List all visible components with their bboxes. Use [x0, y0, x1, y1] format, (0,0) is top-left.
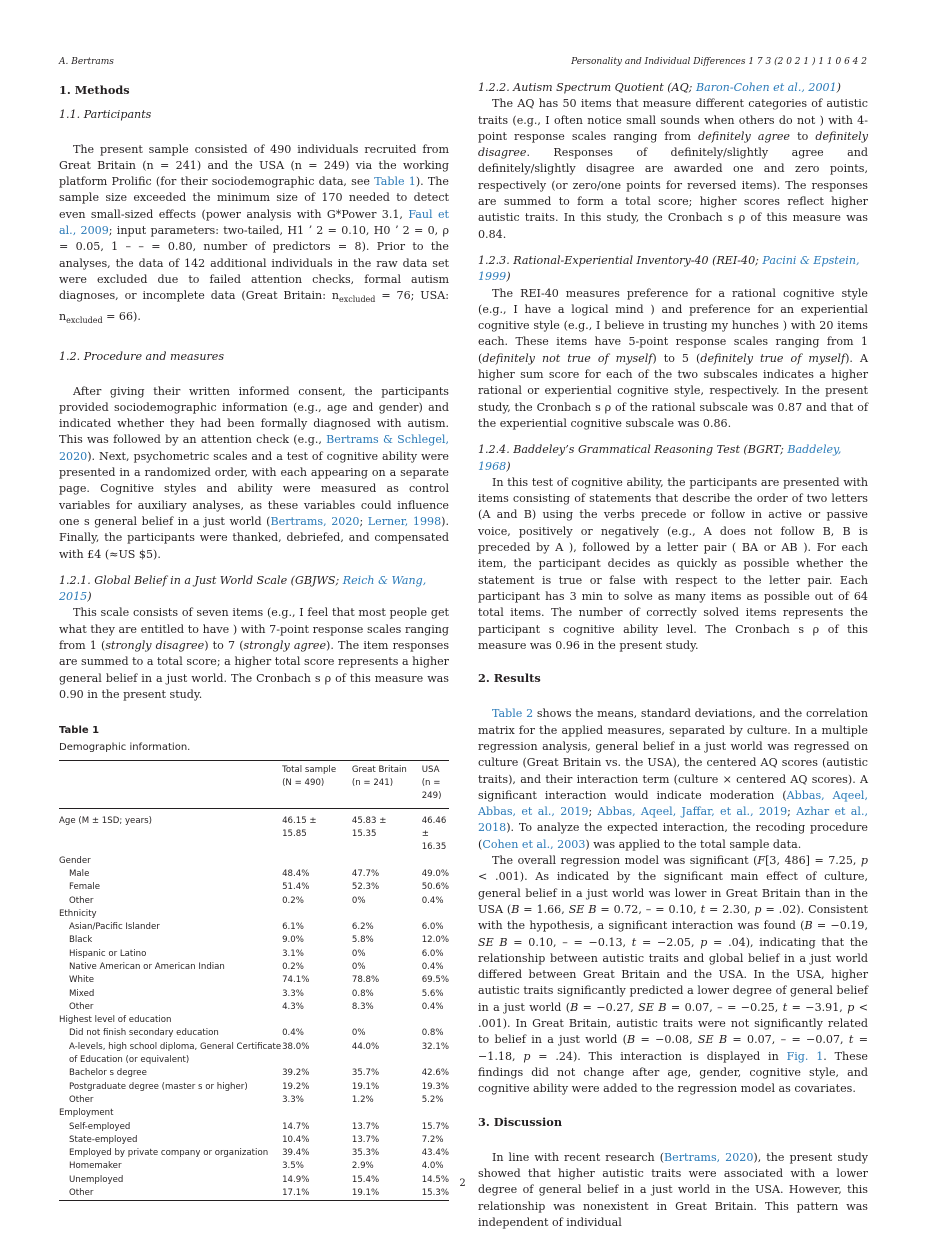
citation-link[interactable]: Pacini & Epstein, 1999: [478, 253, 860, 284]
table-row: [59, 908, 449, 921]
table-row-label: Other: [69, 1094, 94, 1105]
table-row: [59, 881, 449, 894]
table-row: [59, 1147, 449, 1160]
table-row-label: Female: [69, 882, 101, 893]
table-cell: 0%: [351, 895, 366, 906]
table-cell: 19.1%: [351, 1188, 380, 1199]
procedure-paragraph: After giving their written informed consent, the participants provided sociodemographic information (e.g., age and gender) and indicated whether they had been formally diagnosed with autism. This was followed by an attention check (e.g., Bertrams & Schlegel, 2020). Next, psychometric scales and a test of cognitive ability were presented in a randomized order, with each appearing on a separate page. Cognitive styles and ability were measured as control variables for auxiliary analyses, as these variables could influence one s general belief in a just world (Bertrams, 2020; Lerner, 1998). Finally, the participants were thanked, debriefed, and compensated with £4 (≈US $5).: [59, 384, 449, 561]
table-cell: 74.1%: [282, 975, 310, 986]
table-row-label: A-levels, high school diploma, General Certificate of Education (or equivalent): [69, 1041, 282, 1066]
table-cell: 6.1%: [282, 922, 304, 933]
table-header-cell: [59, 760, 282, 808]
running-header-journal: Personality and Individual Differences 1 7 3 (2 0 2 1 ) 1 1 0 6 4 2: [571, 57, 867, 67]
table-row-label: Native American or American Indian: [69, 961, 225, 972]
table-cell: 45.83 ± 15.35: [351, 815, 387, 840]
table-cell: 0%: [351, 961, 366, 972]
table-cell: 15.3%: [421, 1188, 449, 1199]
citation-link[interactable]: Bertrams & Schlegel, 2020: [59, 433, 449, 463]
table-cell: 69.5%: [421, 975, 449, 986]
table-cell: 19.3%: [421, 1081, 449, 1092]
table-row-label: Black: [69, 935, 93, 946]
table-row-label: Highest level of education: [59, 1015, 172, 1026]
table-cell: 51.4%: [282, 882, 310, 893]
citation-link[interactable]: Reich & Wang, 2015: [59, 573, 427, 604]
citation-link[interactable]: Table 1: [374, 175, 416, 189]
table-cell: 1.2%: [351, 1094, 374, 1105]
table-cell: [422, 1014, 449, 1027]
table-row: [59, 974, 449, 987]
table-cell: 0.2%: [282, 895, 304, 906]
table-cell: 3.5%: [282, 1161, 304, 1172]
table-row-label: Postgraduate degree (master s or higher): [69, 1081, 248, 1092]
page-number: 2: [459, 1178, 466, 1189]
table-row: [59, 1081, 449, 1094]
table-cell: 19.2%: [282, 1081, 310, 1092]
table-cell: [282, 1107, 352, 1120]
table-row: [59, 808, 449, 854]
table-cell: 49.0%: [421, 868, 449, 879]
table-cell: 3.1%: [282, 948, 304, 959]
table-cell: 0.4%: [421, 1001, 444, 1012]
participants-paragraph: The present sample consisted of 490 individuals recruited from Great Britain (n = 241) and the USA (n = 249) via the working platform Prolific (for their sociodemographic data, see Table 1). The sample size exceeded the minimum size of 170 needed to detect even small-sized effects (power analysis with G*Power 3.1, Faul et al., 2009; input parameters: two-tailed, H1 ʼ 2 = 0.10, H0 ʼ 2 = 0, ρ = 0.05, 1 – – = 0.80, number of predictors = 8). Prior to the analyses, the data of 142 additional individuals in the raw data set were excluded due to failed attention checks, formal autism diagnoses, or incomplete data (Great Britain: $n_{excluded} = 76$; USA: $n_{excluded} = 66$).: [59, 142, 449, 325]
left-column: [59, 80, 449, 1201]
table-row-label: Gender: [59, 855, 91, 866]
results-paragraph-2: The overall regression model was significant (F[3, 486] = 7.25, p < .001). As indicated by the significant main effect of culture, general belief in a just world was lower in Great Britain than in the USA (B = 1.66, SE B = 0.72, – = 0.10, t = 2.30, p = .02). Consistent with the hypothesis, a significant interaction was found (B = −0.19, SE B = 0.10, – = −0.13, t = −2.05, p = .04), indicating that the relationship between autistic traits and global belief in a just world differed between Great Britain and the USA. In the USA, higher autistic traits significantly predicted a lower degree of general belief in a just world (B = −0.27, SE B = 0.07, – = −0.25, t = −3.91, p < .001). In Great Britain, autistic traits were not significantly related to belief in a just world (B = −0.08, SE B = 0.07, – = −0.07, t = −1.18, p = .24). This interaction is displayed in Fig. 1. These findings did not change after age, gender, cognitive style, and cognitive ability were added to the regression model as covariates.: [478, 854, 868, 1096]
gbjws-paragraph: This scale consists of seven items (e.g., I feel that most people get what they are entitled to have ) with 7-point response scales ranging from 1 (strongly disagree) to 7 (strongly agree). The item responses are summed to a total score; a higher total score represents a higher general belief in a just world. The Cronbach s ρ of this measure was 0.90 in the present study.: [59, 606, 450, 701]
table-row: [59, 961, 449, 974]
table-cell: 39.4%: [282, 1148, 310, 1159]
table-cell: 14.9%: [282, 1174, 310, 1185]
table-row: [59, 1001, 449, 1014]
bgrt-paragraph: In this test of cognitive ability, the participants are presented with items consisting of statements that describe the order of two letters (A and B) using the verbs precede or follow in active or passive voice, positively or negatively (e.g., A does not follow B, B is preceded by A ), followed by a letter pair ( BA or AB ). For each item, the participant decides as quickly as possible whether the statement is true or false with respect to the letter pair. Each participant has 3 min to solve as many items as possible out of 64 total items. The number of correctly solved items represents the participant s cognitive ability level. The Cronbach s ρ of this measure was 0.96 in the present study.: [478, 475, 868, 652]
table-cell: 15.4%: [351, 1174, 380, 1185]
table-cell: 0.8%: [351, 988, 374, 999]
table-row-label: White: [69, 975, 94, 986]
table-row: [59, 1094, 449, 1107]
results-heading: 2. Results: [478, 671, 541, 686]
table-cell: 0.4%: [421, 961, 444, 972]
table-cell: 14.7%: [282, 1121, 310, 1132]
table-cell: 4.3%: [282, 1001, 304, 1012]
table-cell: 35.7%: [351, 1068, 380, 1079]
table-cell: [352, 1107, 422, 1120]
table-cell: 13.7%: [351, 1134, 380, 1145]
running-header-author: A. Bertrams: [59, 57, 114, 67]
table-cell: 9.0%: [282, 935, 304, 946]
table-row-label: Unemployed: [69, 1174, 124, 1185]
table-row: [59, 1187, 449, 1201]
table-row-label: Hispanic or Latino: [69, 948, 147, 959]
table-cell: 2.9%: [351, 1161, 374, 1172]
citation-link[interactable]: Table 2: [492, 707, 534, 721]
table-row: [59, 948, 449, 961]
discussion-paragraph: In line with recent research (Bertrams, 2020), the present study showed that higher autistic traits were associated with a lower degree of general belief in a just world in the USA. However, this relationship was nonexistent in Great Britain. This pattern was independent of individual: [478, 1150, 868, 1229]
table-cell: 6.2%: [351, 922, 374, 933]
citation-link[interactable]: Bertrams, 2020: [664, 1150, 754, 1164]
table-cell: 42.6%: [421, 1068, 449, 1079]
table-header-cell: Total sample (N = 490): [282, 764, 337, 789]
table-cell: 4.0%: [421, 1161, 444, 1172]
table-cell: 0%: [351, 1028, 366, 1039]
demographics-table: [59, 760, 449, 1202]
table-row-label: Bachelor s degree: [69, 1068, 147, 1079]
table-cell: 38.0%: [282, 1041, 310, 1052]
table-cell: 10.4%: [282, 1134, 310, 1145]
table-row-label: Asian/Pacific Islander: [69, 922, 160, 933]
table-cell: 78.8%: [351, 975, 380, 986]
citation-link[interactable]: Fig. 1: [786, 1049, 824, 1063]
table-cell: [282, 855, 352, 868]
citation-link[interactable]: Lerner, 1998: [367, 514, 442, 528]
table-cell: 44.0%: [351, 1041, 380, 1052]
table-header-cell: USA (n = 249): [421, 764, 442, 802]
citation-link[interactable]: Azhar et al., 2018: [478, 805, 869, 835]
table-row: [59, 1134, 449, 1147]
table-cell: [422, 1107, 449, 1120]
table-cell: 32.1%: [421, 1041, 449, 1052]
table-cell: 15.7%: [421, 1121, 449, 1132]
table-cell: 46.46 ± 16.35: [421, 815, 447, 853]
table-row: [59, 988, 449, 1001]
table-cell: 5.8%: [351, 935, 374, 946]
table-row: [59, 1160, 449, 1173]
table-row: [59, 1107, 449, 1120]
table-cell: 17.1%: [282, 1188, 310, 1199]
table-cell: 3.3%: [282, 988, 304, 999]
table-row-label: Homemaker: [69, 1161, 122, 1172]
table-cell: 6.0%: [421, 948, 444, 959]
table-cell: [422, 908, 449, 921]
discussion-heading: 3. Discussion: [478, 1114, 563, 1129]
table-cell: 7.2%: [421, 1134, 444, 1145]
table-cell: 19.1%: [351, 1081, 380, 1092]
gbjws-heading: 1.2.1. Global Belief in a Just World Scale (GBJWS; Reich & Wang, 2015): [59, 573, 427, 604]
bgrt-heading: 1.2.4. Baddeley’s Grammatical Reasoning Test (BGRT; Baddeley, 1968): [478, 443, 842, 473]
table-row-label: Mixed: [69, 988, 95, 999]
table-cell: 6.0%: [421, 922, 444, 933]
table-row: [59, 855, 449, 868]
table-cell: 12.0%: [421, 935, 449, 946]
table-row-label: Ethnicity: [59, 908, 97, 919]
table-row: [59, 1121, 449, 1134]
table-row: [59, 921, 449, 934]
table-cell: 0.2%: [282, 961, 304, 972]
rei-heading: 1.2.3. Rational-Experiential Inventory-40 (REI-40; Pacini & Epstein, 1999): [478, 253, 860, 284]
table-cell: [352, 1014, 422, 1027]
table1-caption: Demographic information.: [59, 741, 191, 753]
citation-link[interactable]: Cohen et al., 2003: [482, 837, 586, 851]
table-row-label: Employment: [59, 1108, 114, 1119]
table-cell: 43.4%: [421, 1148, 449, 1159]
aq-paragraph: The AQ has 50 items that measure different categories of autistic traits (e.g., I often notice small sounds when others do not ) with 4-point response scales ranging from definitely agree to definitely disagree. Responses of definitely/slightly agree and definitely/slightly disagree are awarded one and zero points, respectively (or zero/one points for reversed items). The responses are summed to form a total score; higher scores reflect higher autistic traits. In this study, the Cronbach s ρ of this measure was 0.84.: [478, 97, 868, 241]
table-row: [59, 868, 449, 881]
citation-link[interactable]: Baddeley, 1968: [478, 443, 842, 473]
citation-link[interactable]: Bertrams, 2020: [270, 514, 360, 528]
table-row-label: Self-employed: [69, 1121, 131, 1132]
table-cell: 0.4%: [282, 1028, 304, 1039]
table-cell: 0%: [351, 948, 366, 959]
right-column: [478, 80, 868, 1231]
table-cell: 8.3%: [351, 1001, 374, 1012]
table-row-label: Other: [69, 1001, 94, 1012]
participants-heading: 1.1. Participants: [59, 108, 152, 122]
table-row-label: Other: [69, 1188, 94, 1199]
table-row-label: Other: [69, 895, 94, 906]
aq-heading: 1.2.2. Autism Spectrum Quotient (AQ; Baron-Cohen et al., 2001): [478, 81, 841, 94]
table-cell: 13.7%: [351, 1121, 380, 1132]
results-paragraph-1: Table 2 shows the means, standard deviations, and the correlation matrix for the applied measures, separated by culture. In a multiple regression analysis, general belief in a just world was regressed on culture (Great Britain vs. the USA), the centered AQ scores (autistic traits), and their interaction term (culture × centered AQ scores). A significant interaction would indicate moderation (Abbas, Aqeel, Abbas, et al., 2019; Abbas, Aqeel, Jaffar, et al., 2019; Azhar et al., 2018). To analyze the expected interaction, the recoding procedure (Cohen et al., 2003) was applied to the total sample data.: [478, 707, 869, 851]
table-row: [59, 1067, 449, 1080]
table-cell: 0.8%: [421, 1028, 444, 1039]
table-row: [59, 1014, 449, 1027]
table-cell: 5.2%: [421, 1094, 444, 1105]
rei-paragraph: The REI-40 measures preference for a rational cognitive style (e.g., I have a logical mind ) and preference for an experiential cognitive style (e.g., I believe in trusting my hunches ) with 20 items each. These items have 5-point response scales ranging from 1 (definitely not true of myself) to 5 (definitely true of myself). A higher sum score for each of the two subscales indicates a higher rational or experiential cognitive style, respectively. In the present study, the Cronbach s ρ of the rational subscale was 0.87 and that of the experiential cognitive subscale was 0.86.: [478, 286, 868, 430]
citation-link[interactable]: Abbas, Aqeel, Abbas, et al., 2019: [478, 788, 868, 819]
table-cell: 52.3%: [351, 882, 380, 893]
citation-link[interactable]: Abbas, Aqeel, Jaffar, et al., 2019: [597, 805, 788, 819]
table-row-label: Male: [69, 868, 90, 879]
table-row-label: Employed by private company or organization: [69, 1148, 269, 1159]
table-cell: [352, 908, 422, 921]
methods-heading: 1. Methods: [59, 83, 130, 97]
citation-link[interactable]: Faul et al., 2009: [59, 207, 449, 238]
table-cell: 47.7%: [351, 868, 380, 879]
table-row: [59, 1041, 449, 1068]
table-cell: 5.6%: [421, 988, 444, 999]
table-header-cell: Great Britain (n = 241): [351, 764, 407, 789]
table-row: [59, 895, 449, 908]
table-cell: [282, 908, 352, 921]
table-row-label: Did not finish secondary education: [69, 1028, 219, 1039]
procedure-heading: 1.2. Procedure and measures: [59, 350, 225, 364]
table-cell: 0.4%: [421, 895, 444, 906]
table-row: [59, 934, 449, 947]
table-cell: 3.3%: [282, 1094, 304, 1105]
table-cell: 39.2%: [282, 1068, 310, 1079]
table-cell: [282, 1014, 352, 1027]
citation-link[interactable]: Baron-Cohen et al., 2001: [695, 81, 837, 94]
table-row-label: Age (M ± 1SD; years): [59, 815, 152, 826]
table-cell: 50.6%: [421, 882, 449, 893]
table-row-label: State-employed: [69, 1134, 138, 1145]
table1-title: Table 1: [59, 725, 100, 737]
table-cell: 14.5%: [421, 1174, 449, 1185]
table-cell: 48.4%: [282, 868, 310, 879]
table-cell: [422, 855, 449, 868]
table-cell: 46.15 ± 15.85: [282, 815, 317, 840]
table-cell: [352, 855, 422, 868]
table-row: [59, 1027, 449, 1040]
table-cell: 35.3%: [351, 1148, 380, 1159]
